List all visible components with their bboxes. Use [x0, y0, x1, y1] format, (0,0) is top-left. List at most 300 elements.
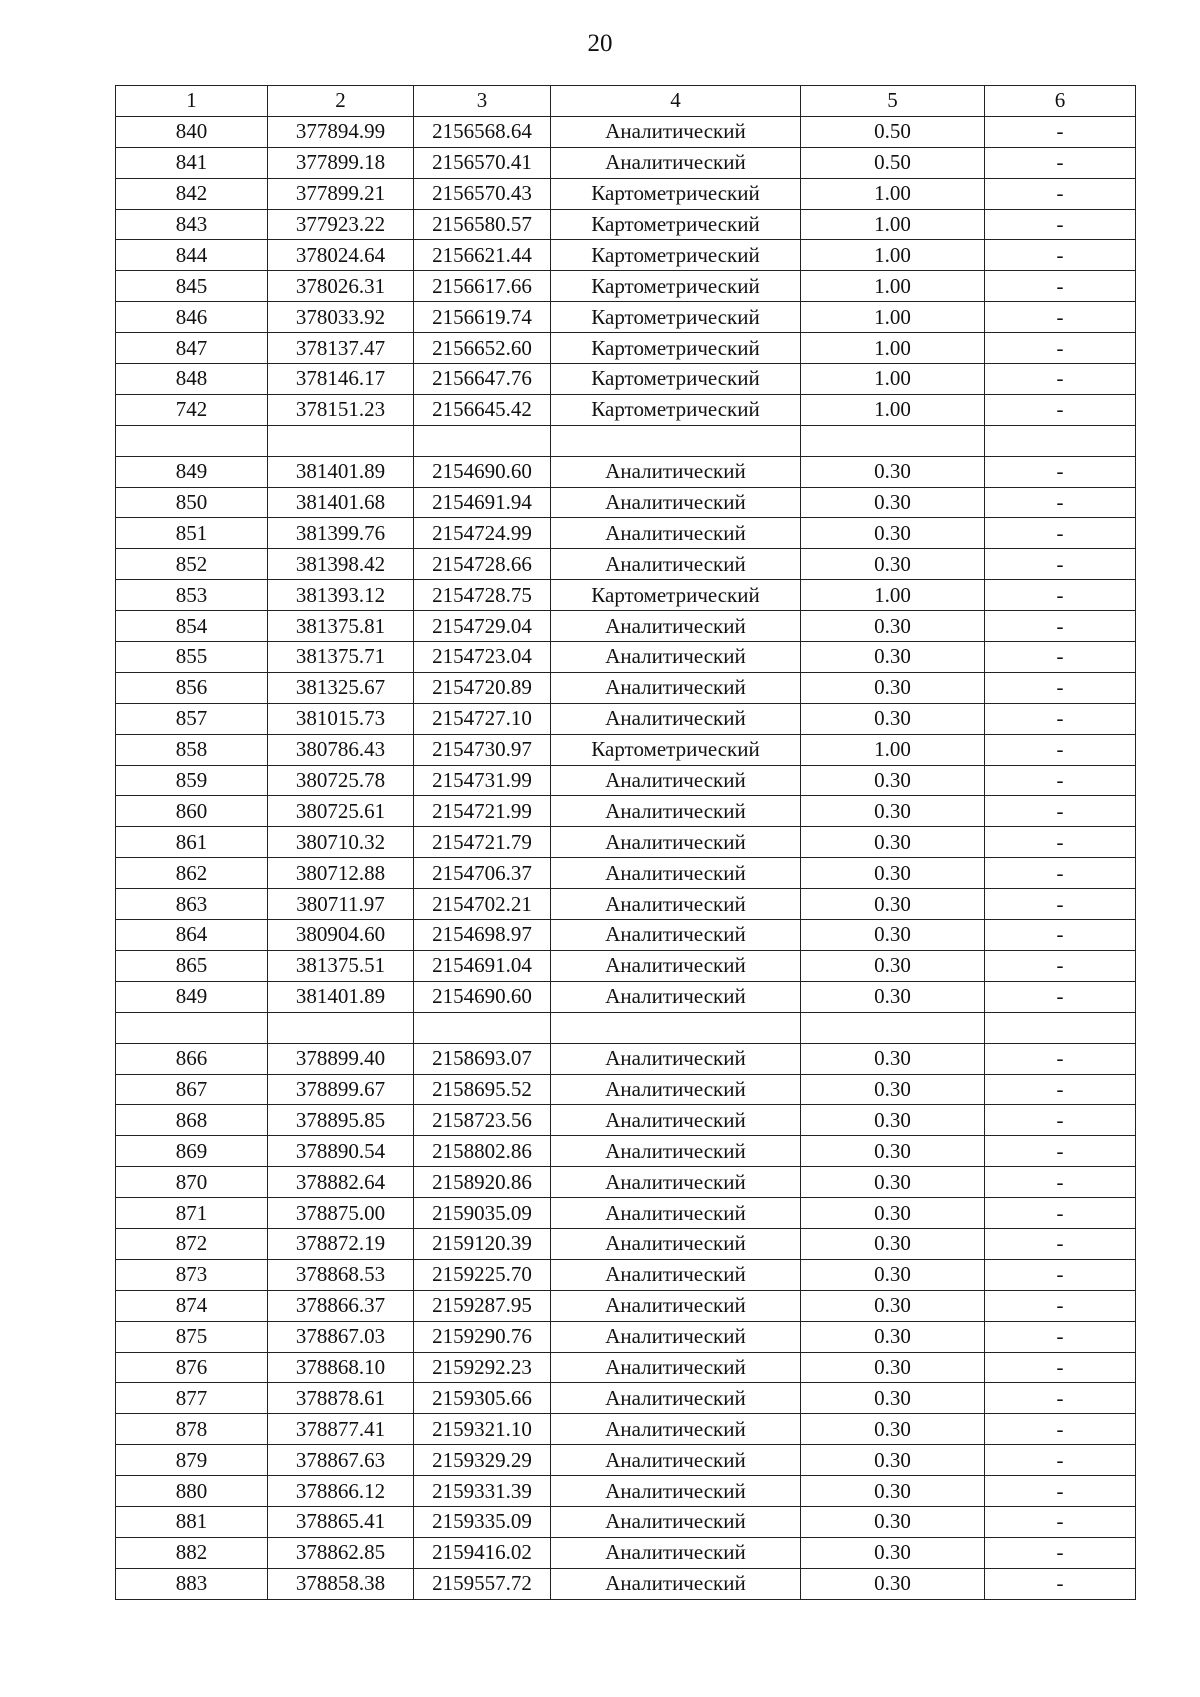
accuracy-cell: 0.50: [801, 147, 985, 178]
table-row: [116, 1352, 1136, 1383]
y-coordinate-cell: 2154730.97: [414, 734, 551, 765]
y-coordinate-cell: 2154728.75: [414, 580, 551, 611]
y-coordinate-cell: 2159416.02: [414, 1537, 551, 1568]
point-number-cell: 851: [116, 518, 268, 549]
accuracy-cell: 0.50: [801, 116, 985, 147]
y-coordinate-cell: 2154728.66: [414, 549, 551, 580]
y-coordinate-cell: 2156570.43: [414, 178, 551, 209]
accuracy-cell: 0.30: [801, 950, 985, 981]
note-cell: -: [985, 456, 1136, 487]
x-coordinate-cell: 378872.19: [268, 1228, 414, 1259]
y-coordinate-cell: 2154691.94: [414, 487, 551, 518]
table-row: [116, 1445, 1136, 1476]
x-coordinate-cell: 381325.67: [268, 672, 414, 703]
point-number-cell: 873: [116, 1259, 268, 1290]
note-cell: -: [985, 1321, 1136, 1352]
table-row: [116, 1383, 1136, 1414]
table-row: [116, 1167, 1136, 1198]
method-cell: Аналитический: [551, 1043, 801, 1074]
column-header: 4: [551, 86, 801, 117]
point-number-cell: 742: [116, 394, 268, 425]
accuracy-cell: 0.30: [801, 703, 985, 734]
y-coordinate-cell: 2154690.60: [414, 981, 551, 1012]
x-coordinate-cell: 377899.21: [268, 178, 414, 209]
point-number-cell: 849: [116, 456, 268, 487]
point-number-cell: [116, 425, 268, 456]
method-cell: Аналитический: [551, 1259, 801, 1290]
table-row: [116, 1476, 1136, 1507]
method-cell: Аналитический: [551, 1290, 801, 1321]
y-coordinate-cell: 2159292.23: [414, 1352, 551, 1383]
method-cell: Аналитический: [551, 827, 801, 858]
y-coordinate-cell: 2159321.10: [414, 1414, 551, 1445]
y-coordinate-cell: 2159290.76: [414, 1321, 551, 1352]
table-row: [116, 549, 1136, 580]
x-coordinate-cell: 381375.71: [268, 642, 414, 673]
table-row: [116, 1414, 1136, 1445]
table-row: [116, 1012, 1136, 1043]
x-coordinate-cell: 380786.43: [268, 734, 414, 765]
y-coordinate-cell: 2154690.60: [414, 456, 551, 487]
note-cell: [985, 1012, 1136, 1043]
x-coordinate-cell: 378867.63: [268, 1445, 414, 1476]
method-cell: Аналитический: [551, 549, 801, 580]
point-number-cell: 865: [116, 950, 268, 981]
method-cell: Аналитический: [551, 1074, 801, 1105]
table-row: [116, 271, 1136, 302]
note-cell: -: [985, 858, 1136, 889]
x-coordinate-cell: 378878.61: [268, 1383, 414, 1414]
y-coordinate-cell: 2159305.66: [414, 1383, 551, 1414]
note-cell: -: [985, 1476, 1136, 1507]
table-row: [116, 765, 1136, 796]
method-cell: Картометрический: [551, 333, 801, 364]
note-cell: -: [985, 1074, 1136, 1105]
x-coordinate-cell: 378151.23: [268, 394, 414, 425]
y-coordinate-cell: 2154731.99: [414, 765, 551, 796]
table-row: [116, 116, 1136, 147]
x-coordinate-cell: 378875.00: [268, 1198, 414, 1229]
note-cell: -: [985, 364, 1136, 395]
method-cell: Аналитический: [551, 703, 801, 734]
x-coordinate-cell: 378866.37: [268, 1290, 414, 1321]
accuracy-cell: 0.30: [801, 456, 985, 487]
point-number-cell: 879: [116, 1445, 268, 1476]
note-cell: -: [985, 1198, 1136, 1229]
note-cell: -: [985, 1445, 1136, 1476]
note-cell: -: [985, 1352, 1136, 1383]
method-cell: Аналитический: [551, 950, 801, 981]
x-coordinate-cell: 380904.60: [268, 920, 414, 951]
method-cell: Аналитический: [551, 518, 801, 549]
x-coordinate-cell: 380725.61: [268, 796, 414, 827]
point-number-cell: 867: [116, 1074, 268, 1105]
x-coordinate-cell: 381393.12: [268, 580, 414, 611]
table-row: [116, 611, 1136, 642]
table-row: [116, 889, 1136, 920]
x-coordinate-cell: 380725.78: [268, 765, 414, 796]
note-cell: -: [985, 1228, 1136, 1259]
accuracy-cell: 0.30: [801, 827, 985, 858]
method-cell: [551, 1012, 801, 1043]
table-row: [116, 796, 1136, 827]
x-coordinate-cell: 380711.97: [268, 889, 414, 920]
table-row: [116, 1568, 1136, 1599]
table-row: [116, 425, 1136, 456]
point-number-cell: [116, 1012, 268, 1043]
accuracy-cell: 0.30: [801, 1228, 985, 1259]
note-cell: -: [985, 240, 1136, 271]
x-coordinate-cell: 377899.18: [268, 147, 414, 178]
y-coordinate-cell: 2154721.79: [414, 827, 551, 858]
table-row: [116, 1043, 1136, 1074]
method-cell: Аналитический: [551, 1537, 801, 1568]
note-cell: -: [985, 1105, 1136, 1136]
x-coordinate-cell: 380712.88: [268, 858, 414, 889]
x-coordinate-cell: [268, 425, 414, 456]
table-row: [116, 580, 1136, 611]
y-coordinate-cell: 2159035.09: [414, 1198, 551, 1229]
note-cell: -: [985, 734, 1136, 765]
accuracy-cell: 0.30: [801, 796, 985, 827]
method-cell: Аналитический: [551, 858, 801, 889]
point-number-cell: 856: [116, 672, 268, 703]
column-header: 3: [414, 86, 551, 117]
accuracy-cell: 0.30: [801, 1136, 985, 1167]
note-cell: -: [985, 1414, 1136, 1445]
x-coordinate-cell: [268, 1012, 414, 1043]
x-coordinate-cell: 378868.53: [268, 1259, 414, 1290]
point-number-cell: 878: [116, 1414, 268, 1445]
x-coordinate-cell: 381399.76: [268, 518, 414, 549]
point-number-cell: 871: [116, 1198, 268, 1229]
y-coordinate-cell: 2154727.10: [414, 703, 551, 734]
table-row: [116, 1198, 1136, 1229]
method-cell: Аналитический: [551, 1568, 801, 1599]
table-header-row: [116, 86, 1136, 117]
y-coordinate-cell: 2159120.39: [414, 1228, 551, 1259]
y-coordinate-cell: 2154720.89: [414, 672, 551, 703]
x-coordinate-cell: 378146.17: [268, 364, 414, 395]
y-coordinate-cell: 2158802.86: [414, 1136, 551, 1167]
note-cell: -: [985, 950, 1136, 981]
note-cell: -: [985, 147, 1136, 178]
accuracy-cell: 1.00: [801, 240, 985, 271]
method-cell: Аналитический: [551, 456, 801, 487]
method-cell: Картометрический: [551, 364, 801, 395]
point-number-cell: 859: [116, 765, 268, 796]
note-cell: -: [985, 827, 1136, 858]
x-coordinate-cell: 378877.41: [268, 1414, 414, 1445]
x-coordinate-cell: 381401.89: [268, 981, 414, 1012]
point-number-cell: 876: [116, 1352, 268, 1383]
y-coordinate-cell: 2156570.41: [414, 147, 551, 178]
table-row: [116, 734, 1136, 765]
x-coordinate-cell: 378026.31: [268, 271, 414, 302]
point-number-cell: 869: [116, 1136, 268, 1167]
note-cell: -: [985, 1259, 1136, 1290]
method-cell: Аналитический: [551, 642, 801, 673]
method-cell: Аналитический: [551, 1383, 801, 1414]
method-cell: [551, 425, 801, 456]
y-coordinate-cell: 2158723.56: [414, 1105, 551, 1136]
accuracy-cell: 1.00: [801, 394, 985, 425]
table-row: [116, 642, 1136, 673]
note-cell: -: [985, 703, 1136, 734]
accuracy-cell: 1.00: [801, 580, 985, 611]
table-row: [116, 1537, 1136, 1568]
x-coordinate-cell: 378899.40: [268, 1043, 414, 1074]
accuracy-cell: 0.30: [801, 1043, 985, 1074]
table-row: [116, 981, 1136, 1012]
accuracy-cell: [801, 425, 985, 456]
accuracy-cell: 0.30: [801, 1506, 985, 1537]
accuracy-cell: 0.30: [801, 1414, 985, 1445]
table-row: [116, 1074, 1136, 1105]
table-row: [116, 672, 1136, 703]
point-number-cell: 848: [116, 364, 268, 395]
point-number-cell: 853: [116, 580, 268, 611]
table-row: [116, 858, 1136, 889]
table-row: [116, 703, 1136, 734]
method-cell: Аналитический: [551, 920, 801, 951]
accuracy-cell: 1.00: [801, 333, 985, 364]
coordinates-table: [115, 85, 1136, 1600]
y-coordinate-cell: 2156652.60: [414, 333, 551, 364]
point-number-cell: 844: [116, 240, 268, 271]
accuracy-cell: 0.30: [801, 1445, 985, 1476]
note-cell: -: [985, 518, 1136, 549]
method-cell: Аналитический: [551, 765, 801, 796]
y-coordinate-cell: 2156619.74: [414, 302, 551, 333]
accuracy-cell: 0.30: [801, 889, 985, 920]
x-coordinate-cell: 378865.41: [268, 1506, 414, 1537]
x-coordinate-cell: 381401.68: [268, 487, 414, 518]
y-coordinate-cell: 2154729.04: [414, 611, 551, 642]
note-cell: -: [985, 1537, 1136, 1568]
method-cell: Аналитический: [551, 1321, 801, 1352]
x-coordinate-cell: 381398.42: [268, 549, 414, 580]
method-cell: Картометрический: [551, 394, 801, 425]
note-cell: -: [985, 394, 1136, 425]
accuracy-cell: 0.30: [801, 487, 985, 518]
x-coordinate-cell: 377894.99: [268, 116, 414, 147]
y-coordinate-cell: 2159225.70: [414, 1259, 551, 1290]
point-number-cell: 842: [116, 178, 268, 209]
method-cell: Аналитический: [551, 889, 801, 920]
y-coordinate-cell: 2154723.04: [414, 642, 551, 673]
note-cell: -: [985, 1167, 1136, 1198]
x-coordinate-cell: 378890.54: [268, 1136, 414, 1167]
note-cell: -: [985, 271, 1136, 302]
point-number-cell: 881: [116, 1506, 268, 1537]
note-cell: -: [985, 1043, 1136, 1074]
point-number-cell: 850: [116, 487, 268, 518]
method-cell: Аналитический: [551, 147, 801, 178]
accuracy-cell: 0.30: [801, 611, 985, 642]
accuracy-cell: 1.00: [801, 178, 985, 209]
y-coordinate-cell: 2158695.52: [414, 1074, 551, 1105]
method-cell: Аналитический: [551, 611, 801, 642]
table-row: [116, 394, 1136, 425]
y-coordinate-cell: 2156645.42: [414, 394, 551, 425]
x-coordinate-cell: 378858.38: [268, 1568, 414, 1599]
page-number: 20: [587, 30, 613, 57]
y-coordinate-cell: 2156580.57: [414, 209, 551, 240]
point-number-cell: 846: [116, 302, 268, 333]
point-number-cell: 868: [116, 1105, 268, 1136]
method-cell: Аналитический: [551, 1476, 801, 1507]
x-coordinate-cell: 378024.64: [268, 240, 414, 271]
y-coordinate-cell: 2156617.66: [414, 271, 551, 302]
point-number-cell: 854: [116, 611, 268, 642]
method-cell: Картометрический: [551, 271, 801, 302]
x-coordinate-cell: 380710.32: [268, 827, 414, 858]
method-cell: Аналитический: [551, 1506, 801, 1537]
table-row: [116, 240, 1136, 271]
note-cell: -: [985, 672, 1136, 703]
point-number-cell: 861: [116, 827, 268, 858]
table-row: [116, 209, 1136, 240]
note-cell: -: [985, 765, 1136, 796]
y-coordinate-cell: 2156647.76: [414, 364, 551, 395]
point-number-cell: 862: [116, 858, 268, 889]
table-row: [116, 487, 1136, 518]
table-row: [116, 1228, 1136, 1259]
point-number-cell: 880: [116, 1476, 268, 1507]
table-row: [116, 1136, 1136, 1167]
method-cell: Аналитический: [551, 1198, 801, 1229]
note-cell: -: [985, 333, 1136, 364]
x-coordinate-cell: 381015.73: [268, 703, 414, 734]
y-coordinate-cell: 2159331.39: [414, 1476, 551, 1507]
point-number-cell: 866: [116, 1043, 268, 1074]
note-cell: -: [985, 302, 1136, 333]
accuracy-cell: 0.30: [801, 672, 985, 703]
y-coordinate-cell: 2154691.04: [414, 950, 551, 981]
accuracy-cell: 0.30: [801, 1290, 985, 1321]
table-row: [116, 178, 1136, 209]
table-row: [116, 950, 1136, 981]
accuracy-cell: 0.30: [801, 1074, 985, 1105]
y-coordinate-cell: 2156621.44: [414, 240, 551, 271]
table-row: [116, 1105, 1136, 1136]
accuracy-cell: 0.30: [801, 765, 985, 796]
point-number-cell: 855: [116, 642, 268, 673]
table-body: [116, 116, 1136, 1599]
x-coordinate-cell: 378862.85: [268, 1537, 414, 1568]
note-cell: -: [985, 1506, 1136, 1537]
x-coordinate-cell: 378899.67: [268, 1074, 414, 1105]
column-header: 2: [268, 86, 414, 117]
point-number-cell: 874: [116, 1290, 268, 1321]
method-cell: Аналитический: [551, 796, 801, 827]
x-coordinate-cell: 378033.92: [268, 302, 414, 333]
accuracy-cell: 0.30: [801, 642, 985, 673]
y-coordinate-cell: 2158920.86: [414, 1167, 551, 1198]
table-row: [116, 1506, 1136, 1537]
accuracy-cell: 1.00: [801, 302, 985, 333]
accuracy-cell: 0.30: [801, 1476, 985, 1507]
accuracy-cell: 1.00: [801, 271, 985, 302]
x-coordinate-cell: 377923.22: [268, 209, 414, 240]
point-number-cell: 864: [116, 920, 268, 951]
table-row: [116, 1259, 1136, 1290]
note-cell: -: [985, 487, 1136, 518]
y-coordinate-cell: 2159287.95: [414, 1290, 551, 1321]
note-cell: -: [985, 1383, 1136, 1414]
table-row: [116, 147, 1136, 178]
y-coordinate-cell: 2154702.21: [414, 889, 551, 920]
table-row: [116, 518, 1136, 549]
y-coordinate-cell: [414, 1012, 551, 1043]
table-row: [116, 1290, 1136, 1321]
x-coordinate-cell: 378868.10: [268, 1352, 414, 1383]
accuracy-cell: 0.30: [801, 1167, 985, 1198]
y-coordinate-cell: 2159335.09: [414, 1506, 551, 1537]
method-cell: Аналитический: [551, 1414, 801, 1445]
method-cell: Картометрический: [551, 580, 801, 611]
x-coordinate-cell: 381375.81: [268, 611, 414, 642]
point-number-cell: 875: [116, 1321, 268, 1352]
note-cell: -: [985, 116, 1136, 147]
method-cell: Аналитический: [551, 116, 801, 147]
point-number-cell: 883: [116, 1568, 268, 1599]
point-number-cell: 847: [116, 333, 268, 364]
accuracy-cell: 0.30: [801, 1537, 985, 1568]
point-number-cell: 845: [116, 271, 268, 302]
column-header: 6: [985, 86, 1136, 117]
note-cell: -: [985, 889, 1136, 920]
y-coordinate-cell: 2154724.99: [414, 518, 551, 549]
point-number-cell: 870: [116, 1167, 268, 1198]
y-coordinate-cell: 2154721.99: [414, 796, 551, 827]
method-cell: Аналитический: [551, 981, 801, 1012]
accuracy-cell: 1.00: [801, 209, 985, 240]
method-cell: Аналитический: [551, 1352, 801, 1383]
x-coordinate-cell: 378895.85: [268, 1105, 414, 1136]
point-number-cell: 860: [116, 796, 268, 827]
note-cell: -: [985, 642, 1136, 673]
method-cell: Картометрический: [551, 178, 801, 209]
table-row: [116, 302, 1136, 333]
y-coordinate-cell: 2159329.29: [414, 1445, 551, 1476]
method-cell: Картометрический: [551, 734, 801, 765]
note-cell: -: [985, 1568, 1136, 1599]
column-header: 1: [116, 86, 268, 117]
point-number-cell: 863: [116, 889, 268, 920]
table-row: [116, 1321, 1136, 1352]
note-cell: -: [985, 920, 1136, 951]
column-header: 5: [801, 86, 985, 117]
accuracy-cell: 0.30: [801, 1383, 985, 1414]
table-row: [116, 333, 1136, 364]
accuracy-cell: [801, 1012, 985, 1043]
method-cell: Аналитический: [551, 1445, 801, 1476]
note-cell: -: [985, 1290, 1136, 1321]
accuracy-cell: 0.30: [801, 1352, 985, 1383]
method-cell: Аналитический: [551, 672, 801, 703]
table-row: [116, 827, 1136, 858]
point-number-cell: 857: [116, 703, 268, 734]
accuracy-cell: 0.30: [801, 1105, 985, 1136]
point-number-cell: 841: [116, 147, 268, 178]
method-cell: Картометрический: [551, 302, 801, 333]
point-number-cell: 872: [116, 1228, 268, 1259]
accuracy-cell: 1.00: [801, 734, 985, 765]
accuracy-cell: 0.30: [801, 549, 985, 580]
note-cell: -: [985, 209, 1136, 240]
